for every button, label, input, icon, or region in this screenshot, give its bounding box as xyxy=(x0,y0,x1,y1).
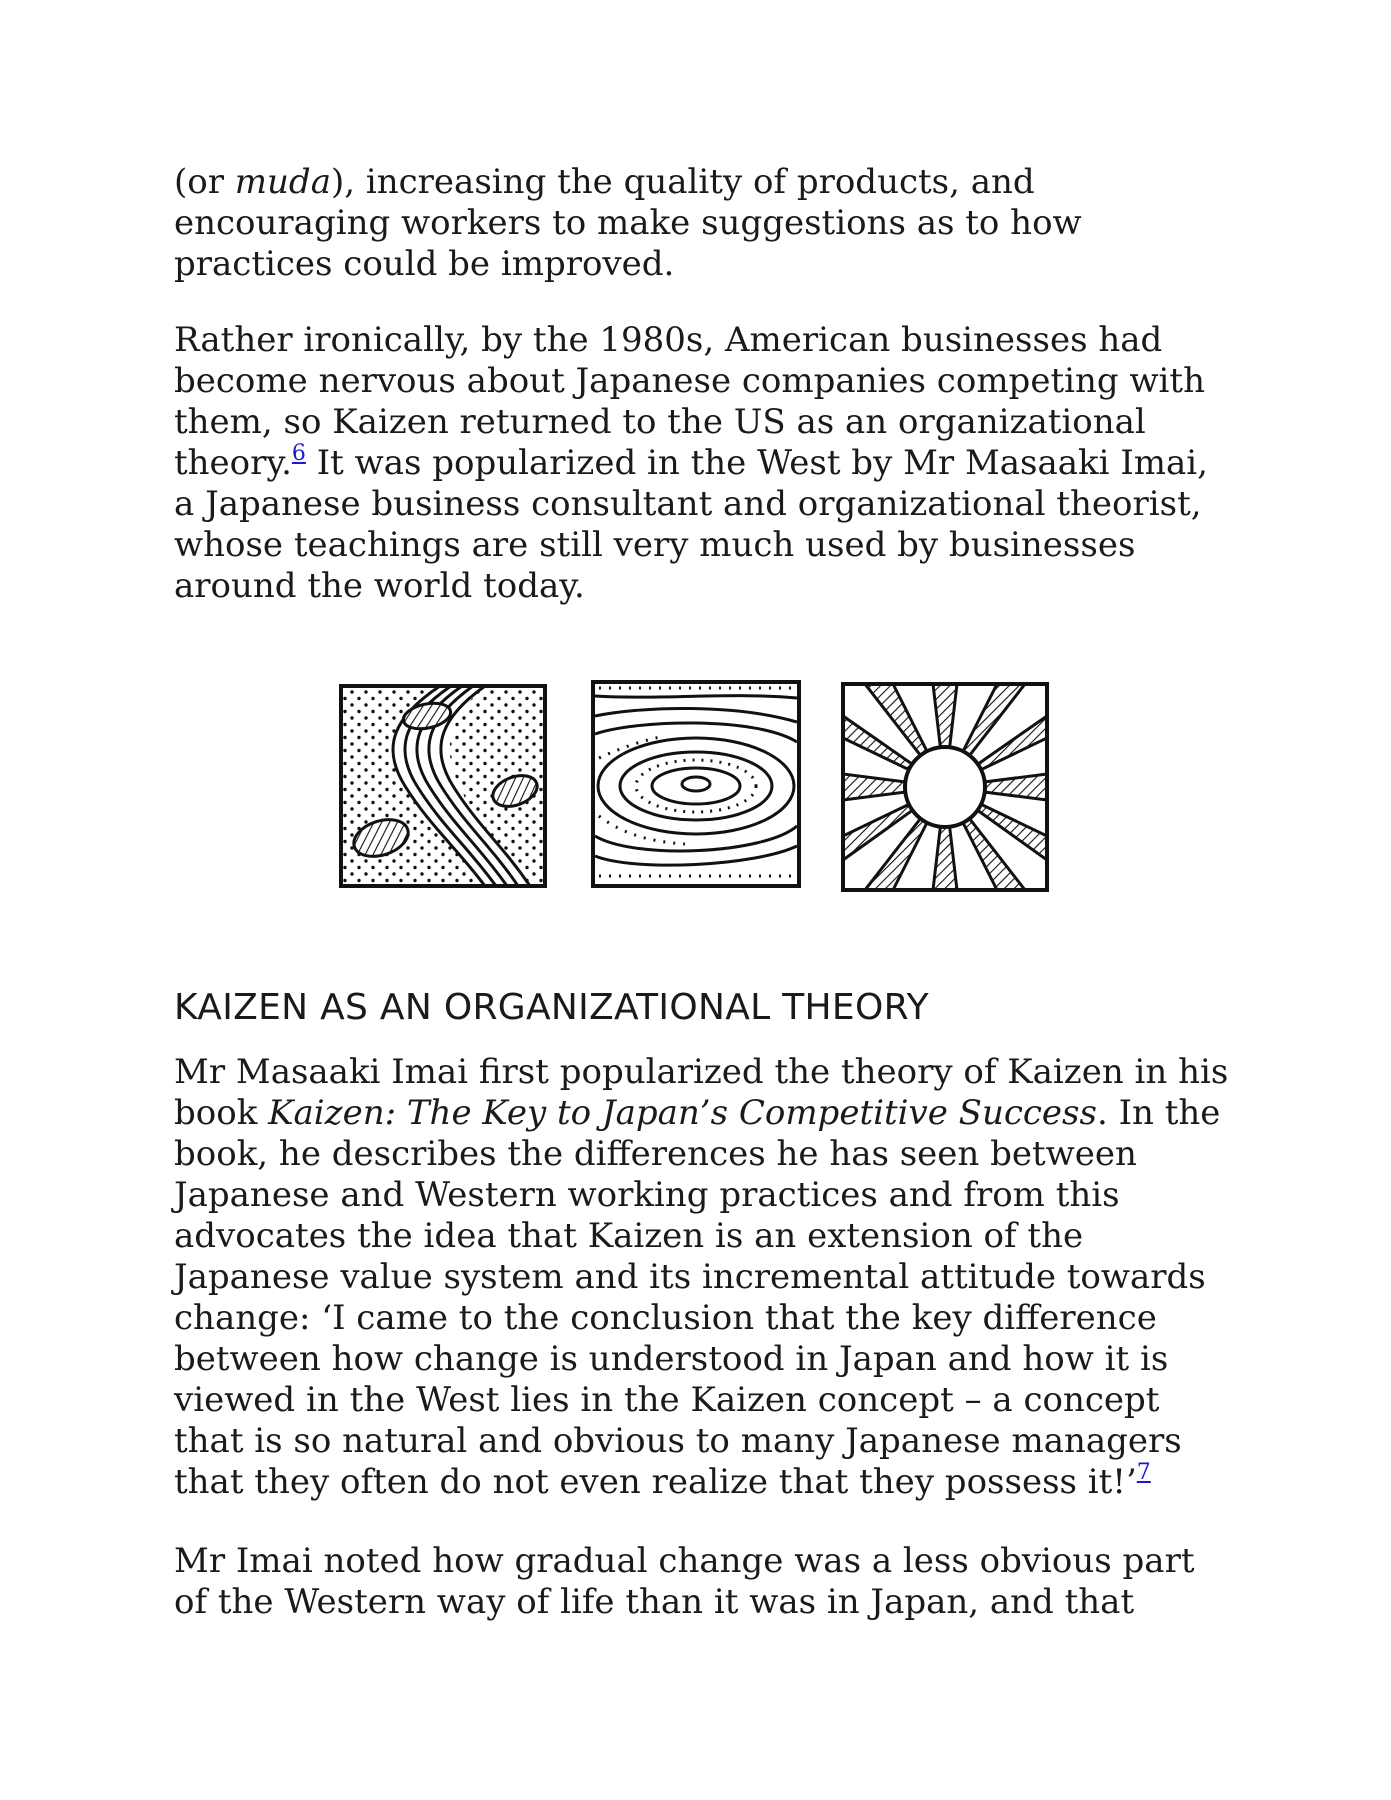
river-stones-tile-icon xyxy=(341,686,545,886)
ripple-rings-tile-icon xyxy=(593,682,799,886)
p2-text-before: Rather ironically, by the 1980s, American businesses had become nervous about Japanese companies competing with them, so Kaizen returned to the US as an organizational theory. xyxy=(174,320,1205,483)
book-title: Kaizen: The Key to Japan’s Competitive Success xyxy=(268,1093,1097,1133)
footnote-link-7[interactable]: 7 xyxy=(1136,1460,1151,1485)
rising-sun-tile-icon xyxy=(843,684,1047,890)
p1-text-after: ), increasing the quality of products, and encouraging workers to make suggestions as to how practices could be improved. xyxy=(174,162,1082,284)
p3-text-before: Mr Masaaki Imai first popularized the theory of Kaizen in his book xyxy=(174,1052,1229,1133)
p3-text-after: . In the book, he describes the differences he has seen between Japanese and Western working practices and from this advocates the idea that Kaizen is an extension of the Japanese value system and its incremental attitude towards change: ‘I came to the conclusion that the key difference between how change is understood in Japan and how it is viewed in the West lies in the Kaizen concept – a concept that is so natural and obvious to many Japanese managers that they often do not even realize that they possess it!’ xyxy=(174,1093,1221,1502)
paragraph-muda xyxy=(174,162,1234,285)
zen-garden-illustration xyxy=(335,676,1055,906)
paragraph-imai-book xyxy=(174,1052,1234,1503)
footnote-link-6[interactable]: 6 xyxy=(291,441,306,466)
p1-italic-term: muda xyxy=(234,162,331,202)
section-heading: KAIZEN AS AN ORGANIZATIONAL THEORY xyxy=(174,987,929,1028)
p2-text-after: It was popularized in the West by Mr Masaaki Imai, a Japanese business consultant and organizational theorist, whose teachings are still very much used by businesses around the world today. xyxy=(174,443,1208,606)
paragraph-gradual-change: Mr Imai noted how gradual change was a less obvious part of the Western way of life than it was in Japan, and that xyxy=(174,1541,1195,1622)
paragraph-kaizen-return xyxy=(174,320,1234,607)
p1-text-before: (or xyxy=(174,162,235,202)
